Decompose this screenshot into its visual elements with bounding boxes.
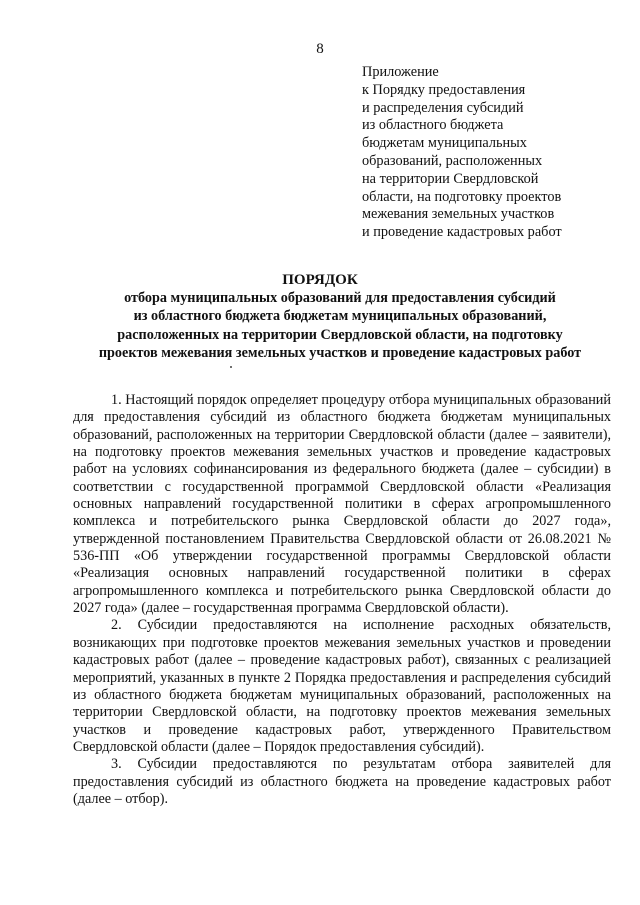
paragraph-1: 1. Настоящий порядок определяет процедуру отбора муниципальных образований для предоставления субсидий из областного бюджета бюджетам муниципальных образований, расположенных на территории Свердловской области (далее – заявители), на подготовку проектов межевания земельных участков и проведение кадастровых работ на условиях софинансирования из федерального бюджета (далее – субсидии) в соответствии с государственной программой Свердловской области «Реализация основных направлений государственной политики в сферах агропромышленного комплекса и потребительского рынка Свердловской области до 2027 года», утвержденной постановлением Правительства Свердловской области от 26.08.2021 № 536-ПП «Об утверждении государственной программы Свердловской области «Реализация основных направлений государственной политики в сферах агропромышленного комплекса и потребительского рынка Свердловской области до 2027 года» (далее – государственная программа Свердловской области). (73, 392, 611, 617)
appendix-line: из областного бюджета (362, 117, 504, 134)
paragraph-2: 2. Субсидии предоставляются на исполнение расходных обязательств, возникающих при подготовке проектов межевания земельных участков и проведении кадастровых работ (далее – проведение кадастровых работ), связанных с реализацией мероприятий, указанных в пункте 2 Порядка предоставления и распределения субсидий из областного бюджета бюджетам муниципальных образований, расположенных на территории Свердловской области, на подготовку проектов межевания земельных участков и проведение кадастровых работ, утвержденного Правительством Свердловской области (далее – Порядок предоставления субсидий). (73, 617, 611, 755)
appendix-line: и распределения субсидий (362, 99, 524, 116)
appendix-line: и проведение кадастровых работ (362, 224, 562, 241)
appendix-line: Приложение (362, 64, 439, 80)
stray-dot-mark (230, 366, 232, 368)
document-subtitle (60, 289, 620, 363)
subtitle-line: проектов межевания земельных участков и проведение кадастровых работ (98, 345, 582, 362)
appendix-line: на территории Свердловской (362, 170, 539, 187)
appendix-line: области, на подготовку проектов (362, 188, 562, 205)
appendix-line: межевания земельных участков (362, 206, 555, 223)
document-body (73, 392, 611, 808)
document-title: ПОРЯДОК (282, 272, 358, 288)
appendix-block (362, 64, 622, 242)
appendix-line: бюджетам муниципальных (362, 135, 527, 152)
paragraph-3: 3. Субсидии предоставляются по результатам отбора заявителей для предоставления субсидий из областного бюджета на проведение кадастровых работ (далее – отбор). (73, 756, 611, 807)
subtitle-line: отбора муниципальных образований для предоставления субсидий (124, 290, 556, 306)
subtitle-line: расположенных на территории Свердловской области, на подготовку (117, 326, 563, 343)
page-number: 8 (316, 41, 324, 57)
subtitle-line: из областного бюджета бюджетам муниципальных образований, (133, 308, 547, 325)
appendix-line: образований, расположенных (362, 152, 543, 169)
appendix-line: к Порядку предоставления (362, 81, 526, 98)
